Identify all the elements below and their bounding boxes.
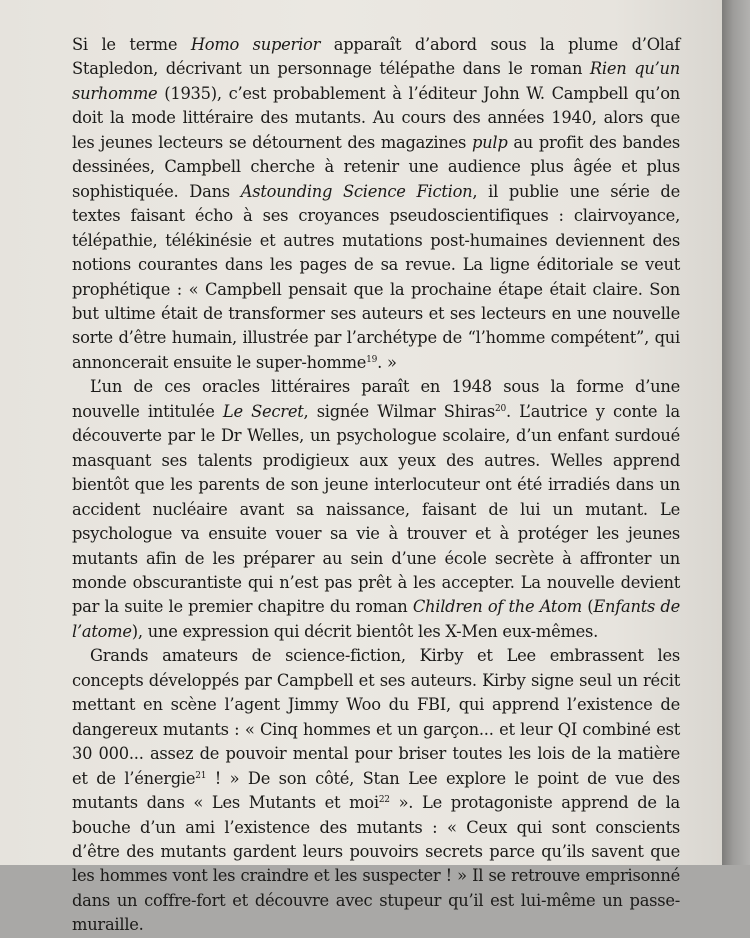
text-run: . » — [377, 352, 397, 372]
footnote-ref: 20 — [494, 403, 506, 414]
paragraph — [72, 375, 680, 644]
paragraph — [72, 33, 680, 375]
page-text-block — [72, 33, 680, 938]
italic-text: Enfants de l’atome — [72, 597, 680, 641]
text-run: Si le terme — [72, 35, 191, 54]
text-run: ( — [581, 597, 594, 617]
italic-text: Rien qu’un surhomme — [72, 59, 680, 103]
footnote-ref: 22 — [378, 795, 390, 806]
paragraph — [72, 644, 680, 937]
text-run: L’un de ces oracles littéraires paraît en 1948 sous la forme d’une nouvelle intitulée — [72, 377, 680, 421]
italic-text: Astounding Science Fiction — [240, 181, 473, 201]
italic-text: Homo superior — [190, 35, 321, 54]
text-run: ! » De son côté, Stan Lee explore le point de vue des mutants dans « Les Mutants et moi — [72, 768, 680, 813]
text-run: , signée Wilmar Shiras — [303, 401, 495, 421]
text-run: ». Le protagoniste apprend de la bouche d’un ami l’existence des mutants : « Ceux qui sont conscients d’être des mutants gardent leurs pouvoirs secrets parce qu’ils savent que les hommes vont les craindre et les suspecter ! » Il se retrouve emprisonné dans un coffre-fort et découvre avec stupeur qu’il est lui-même un passe-muraille. — [72, 793, 680, 935]
italic-text: pulp — [471, 132, 508, 152]
text-run: au profit des bandes dessinées, Campbell cherche à retenir une audience plus âgée et plus sophistiquée. Dans — [72, 132, 680, 201]
text-run: , il publie une série de textes faisant écho à ses croyances pseudoscientifiques : clairvoyance, télépathie, télékinésie et autres mutations post-humaines deviennent des notions courantes dans les pages de sa revue. La ligne éditoriale se veut prophétique : « Campbell pensait que la prochaine étape était claire. Son but ultime était de transformer ses auteurs et ses lecteurs en une nouvelle sorte d’être humain, illustrée par l’archétype de “l’homme compétent”, qui annoncerait ensuite le super-homme — [72, 181, 680, 372]
text-run: ), une expression qui décrit bientôt les X-Men eux-mêmes. — [131, 621, 599, 641]
footnote-ref: 21 — [195, 770, 207, 781]
text-run: apparaît d’abord sous la plume d’Olaf Stapledon, décrivant un personnage télépathe dans le roman — [72, 35, 680, 79]
book-gutter — [722, 0, 750, 865]
text-run: (1935), c’est probablement à l’éditeur John W. Campbell qu’on doit la mode littéraire des mutants. Au cours des années 1940, alors que les jeunes lecteurs se détournent des magazines — [72, 83, 680, 152]
italic-text: Children of the Atom — [412, 597, 582, 617]
footnote-ref: 19 — [366, 354, 378, 365]
text-run: . L’autrice y conte la découverte par le Dr Welles, un psychologue scolaire, d’un enfant surdoué masquant ses talents prodigieux aux yeux des autres. Welles apprend bientôt que les parents de son jeune interlocuteur ont été irradiés dans un accident nucléaire avant sa naissance, faisant de lui un mutant. Le psychologue va ensuite vouer sa vie à trouver et à protéger les jeunes mutants afin de les préparer au sein d’une école secrète à affronter un monde obscurantiste qui n’est pas prêt à les accepter. La nouvelle devient par la suite le premier chapitre du roman — [72, 401, 680, 617]
text-run: Grands amateurs de science-fiction, Kirby et Lee embrassent les concepts développés par Campbell et ses auteurs. Kirby signe seul un récit mettant en scène l’agent Jimmy Woo du FBI, qui apprend l’existence de dangereux mutants : « Cinq hommes et un garçon... et leur QI combiné est 30 000... assez de pouvoir mental pour briser toutes les lois de la matière et de l’énergie — [72, 646, 680, 788]
italic-text: Le Secret — [222, 401, 304, 421]
